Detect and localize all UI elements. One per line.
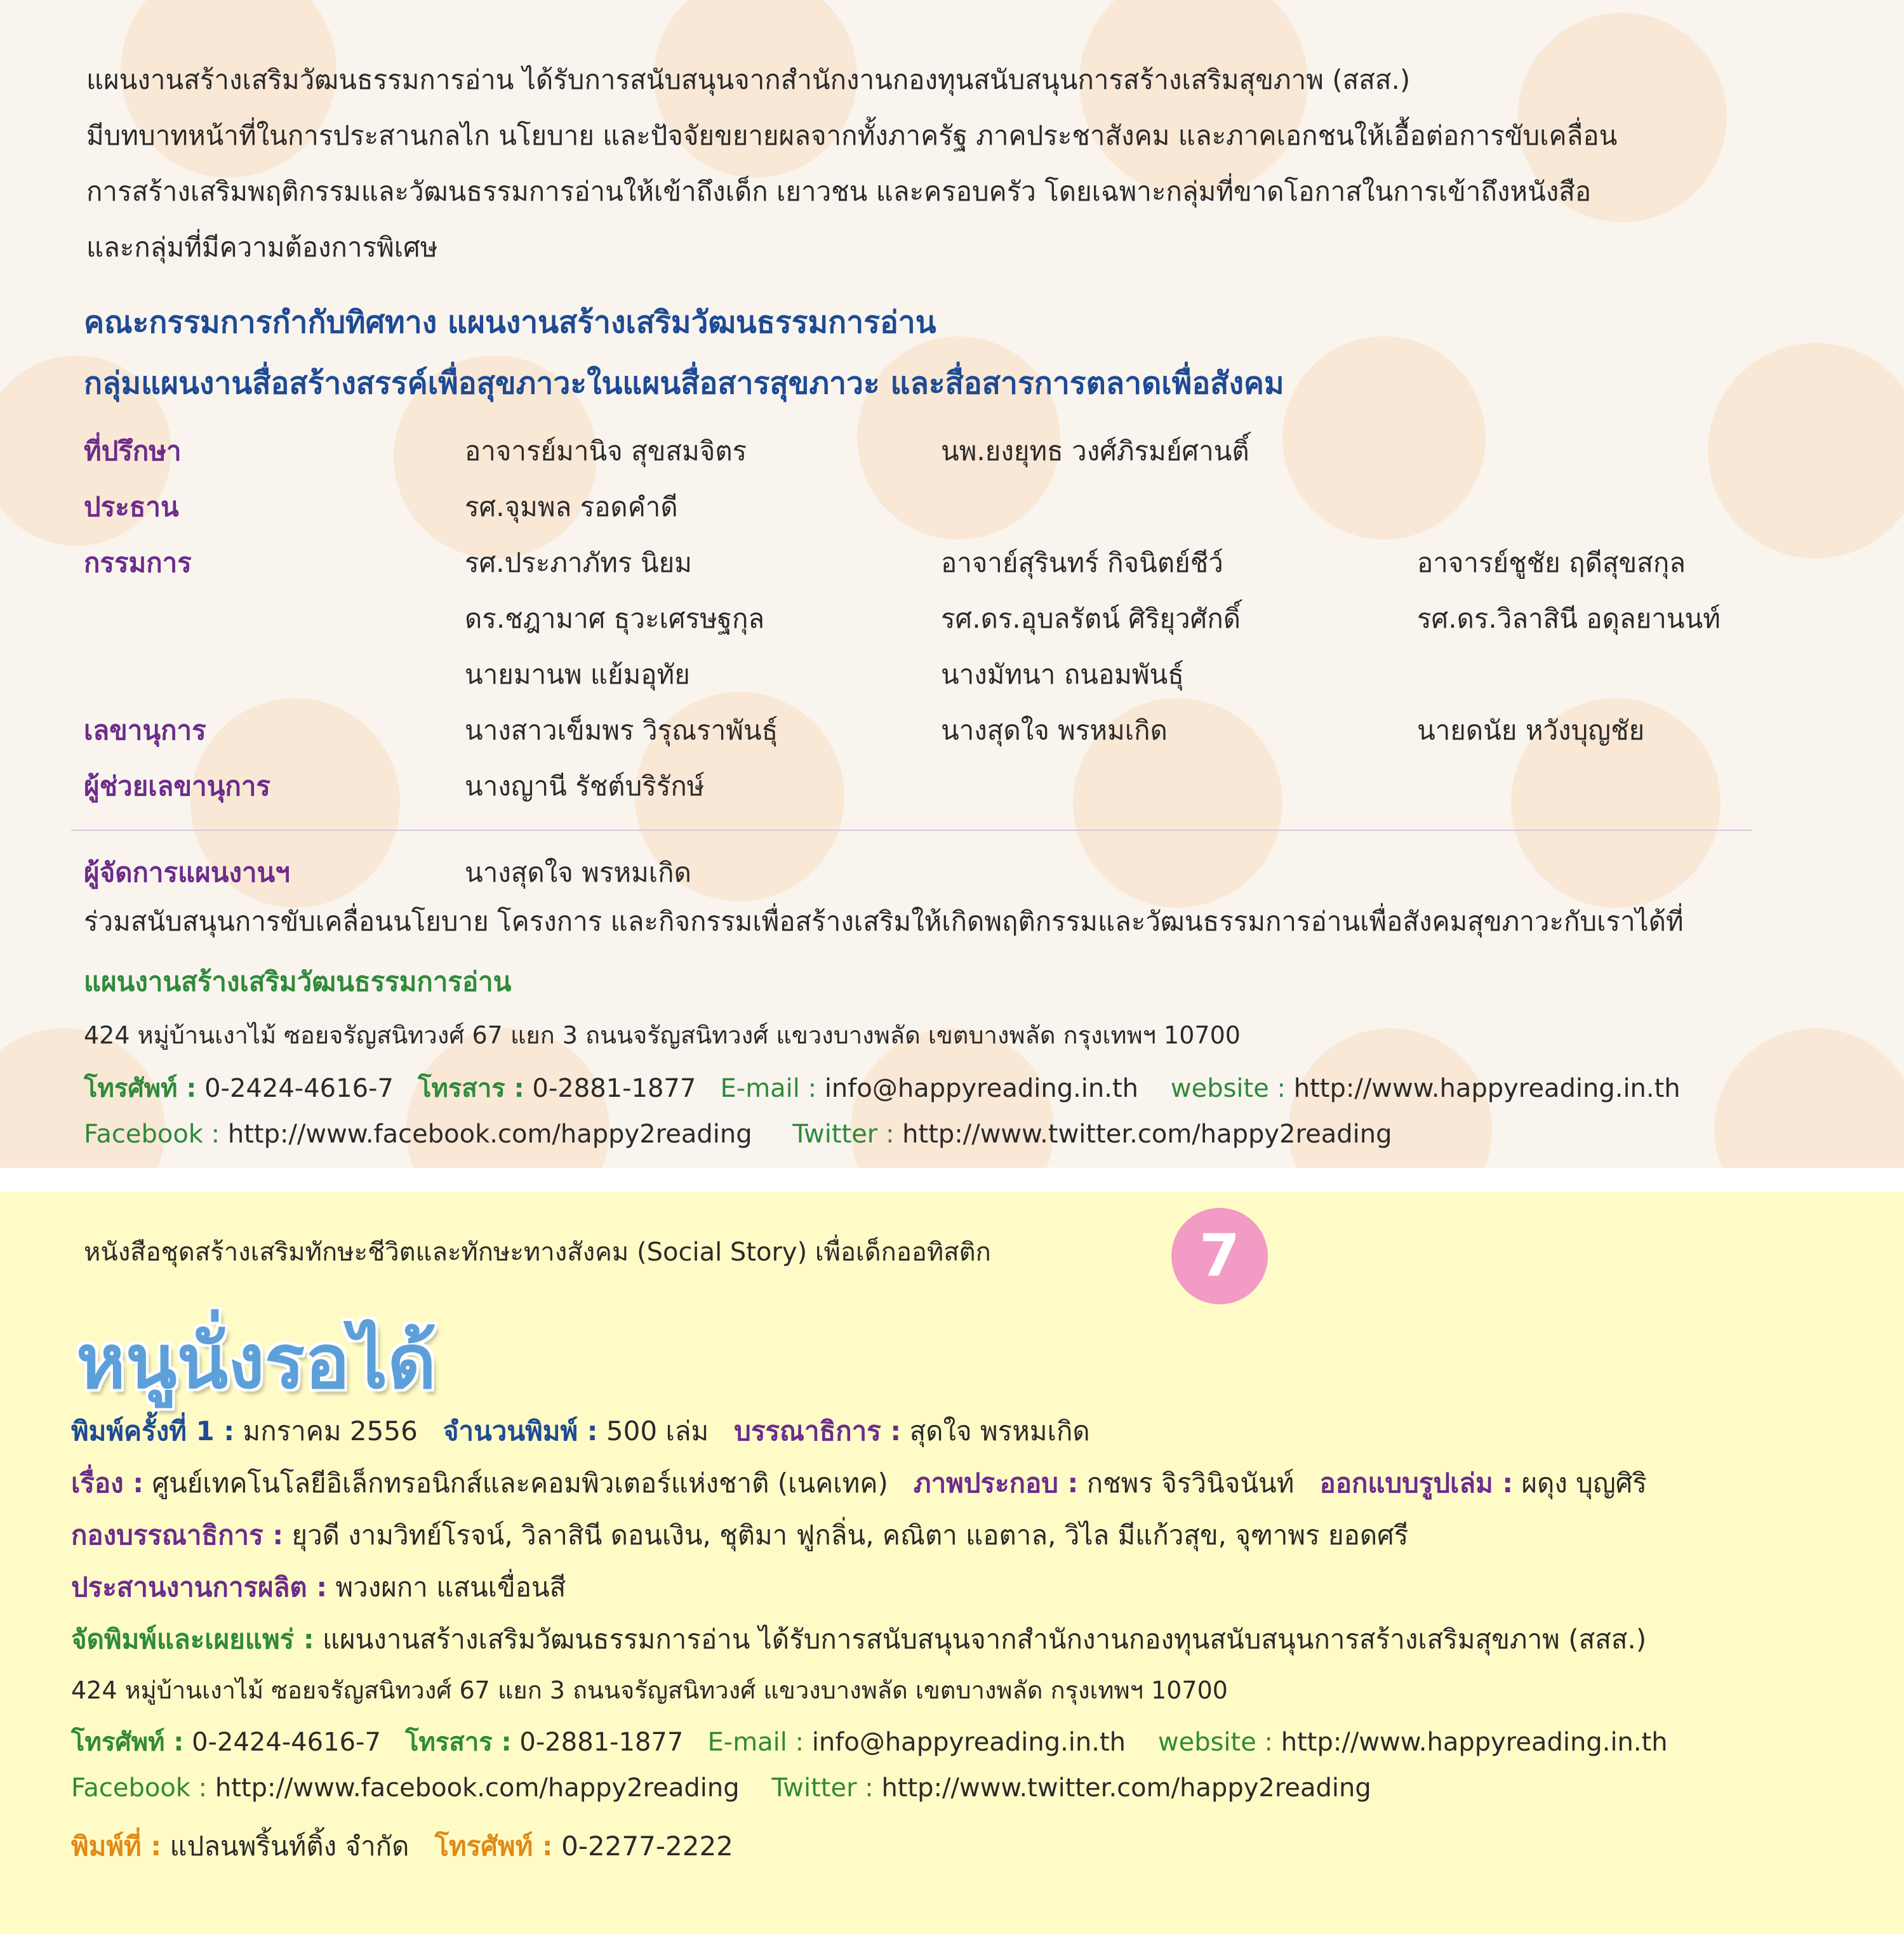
- website-label: website :: [1157, 1728, 1274, 1757]
- phone-label: โทรศัพท์ :: [71, 1728, 184, 1757]
- website-link[interactable]: http://www.happyreading.in.th: [1281, 1728, 1668, 1757]
- intro-line: มีบทบาทหน้าที่ในการประสานกลไก นโยบาย และปัจจัยขยายผลจากทั้งภาครัฐ ภาคประชาสังคม และภาคเอกชนให้เอื้อต่อการขับเคลื่อน: [86, 120, 1618, 151]
- coordination-value: พวงผกา แสนเขื่อนสี: [335, 1572, 566, 1603]
- fax-value: 0-2881-1877: [519, 1728, 684, 1757]
- facebook-label: Facebook :: [84, 1120, 220, 1149]
- illustration-value: กชพร จิรวินิจนันท์: [1086, 1467, 1295, 1499]
- member-name: อาจารย์ชูชัย ฤดีสุขสกุล: [1417, 547, 1686, 578]
- printer-phone-label: โทรศัพท์ :: [434, 1831, 553, 1862]
- support-text: ร่วมสนับสนุนการขับเคลื่อนนโยบาย โครงการ และกิจกรรมเพื่อสร้างเสริมให้เกิดพฤติกรรมและวัฒนธรรมการอ่านเพื่อสังคมสุขภาวะกับเราได้ที่: [84, 906, 1684, 937]
- printer-label: พิมพ์ที่ :: [71, 1831, 162, 1862]
- book-number-badge: 7: [1171, 1208, 1268, 1304]
- advisor-name: นพ.ยงยุทธ วงศ์ภิรมย์ศานติ์: [941, 435, 1249, 467]
- fax-label: โทรสาร :: [418, 1074, 524, 1103]
- facebook-link[interactable]: http://www.facebook.com/happy2reading: [227, 1120, 752, 1149]
- book-social-line: [71, 1773, 1371, 1803]
- member-name: รศ.ประภาภัทร นิยม: [465, 547, 692, 578]
- twitter-link[interactable]: http://www.twitter.com/happy2reading: [881, 1773, 1371, 1803]
- role-advisor: ที่ปรึกษา: [84, 435, 182, 467]
- role-members: กรรมการ: [84, 547, 192, 578]
- social-line: [84, 1120, 1392, 1149]
- phone-value: 0-2424-4616-7: [192, 1728, 381, 1757]
- edition-label: พิมพ์ครั้งที่ 1 :: [71, 1415, 235, 1447]
- copies-value: 500 เล่ม: [606, 1415, 709, 1447]
- phone-label: โทรศัพท์ :: [84, 1074, 197, 1103]
- intro-line: แผนงานสร้างเสริมวัฒนธรรมการอ่าน ได้รับการสนับสนุนจากสำนักงานกองทุนสนับสนุนการสร้างเสริมสุขภาพ (สสส.): [86, 64, 1411, 95]
- illustration-label: ภาพประกอบ :: [913, 1467, 1079, 1499]
- section-divider: [71, 830, 1752, 831]
- publisher-label: จัดพิมพ์และเผยแพร่ :: [71, 1624, 314, 1655]
- email-label: E-mail :: [707, 1728, 804, 1757]
- fax-value: 0-2881-1877: [532, 1074, 696, 1103]
- facebook-link[interactable]: http://www.facebook.com/happy2reading: [215, 1773, 740, 1803]
- facebook-label: Facebook :: [71, 1773, 208, 1803]
- twitter-label: Twitter :: [771, 1773, 874, 1803]
- member-name: รศ.ดร.อุบลรัตน์ ศิริยุวศักดิ์: [941, 603, 1241, 634]
- printer-phone-value: 0-2277-2222: [561, 1831, 733, 1862]
- decor-dot: [1714, 1028, 1904, 1168]
- chair-name: รศ.จุมพล รอดคำดี: [465, 491, 678, 522]
- decor-dot: [1282, 336, 1486, 540]
- email-link[interactable]: info@happyreading.in.th: [824, 1074, 1139, 1103]
- coordination-line: [71, 1566, 566, 1608]
- coordination-label: ประสานงานการผลิต :: [71, 1572, 328, 1603]
- secretary-name: นางสุดใจ พรหมเกิด: [941, 715, 1168, 746]
- credits-line: [71, 1462, 1647, 1504]
- twitter-label: Twitter :: [792, 1120, 895, 1149]
- design-value: ผดุง บุญศิริ: [1521, 1467, 1647, 1499]
- editor-label: บรรณาธิการ :: [734, 1415, 902, 1447]
- member-name: อาจาย์สุรินทร์ กิจนิตย์ชีว์: [941, 547, 1223, 578]
- contact-line: [84, 1068, 1681, 1108]
- design-label: ออกแบบรูปเล่ม :: [1319, 1467, 1514, 1499]
- committee-subheading: กลุ่มแผนงานสื่อสร้างสรรค์เพื่อสุขภาวะในแผนสื่อสารสุขภาวะ และสื่อสารการตลาดเพื่อสังคม: [84, 366, 1284, 401]
- secretary-name: นางสาวเข็มพร วิรุณราพันธุ์: [465, 715, 778, 746]
- edition-line: [71, 1410, 1090, 1452]
- assistant-name: นางญานี รัชต์บริรักษ์: [465, 771, 705, 802]
- member-name: นางมัทนา ถนอมพันธุ์: [941, 659, 1184, 690]
- role-chair: ประธาน: [84, 491, 179, 522]
- member-name: นายมานพ แย้มอุทัย: [465, 659, 690, 690]
- advisor-name: อาจารย์มานิจ สุขสมจิตร: [465, 435, 747, 467]
- email-label: E-mail :: [720, 1074, 817, 1103]
- website-link[interactable]: http://www.happyreading.in.th: [1293, 1074, 1681, 1103]
- publisher-value: แผนงานสร้างเสริมวัฒนธรรมการอ่าน ได้รับการสนับสนุนจากสำนักงานกองทุนสนับสนุนการสร้างเสริมสุขภาพ (สสส.): [322, 1624, 1647, 1655]
- role-secretary: เลขานุการ: [84, 715, 206, 746]
- board-label: กองบรรณาธิการ :: [71, 1520, 284, 1551]
- fax-label: โทรสาร :: [405, 1728, 512, 1757]
- member-name: ดร.ชฎามาศ ธุวะเศรษฐกุล: [465, 603, 765, 634]
- book-address: 424 หมู่บ้านเงาไม้ ซอยจรัญสนิทวงศ์ 67 แยก 3 ถนนจรัญสนิทวงศ์ แขวงบางพลัด เขตบางพลัด กรุงเทพฯ 10700: [71, 1676, 1228, 1704]
- printer-value: แปลนพริ้นท์ติ้ง จำกัด: [170, 1831, 409, 1862]
- story-label: เรื่อง :: [71, 1467, 144, 1499]
- board-value: ยุวดี งามวิทย์โรจน์, วิลาสินี ดอนเงิน, ชุติมา ฟูกลิ่น, คณิตา แอตาล, วิไล มีแก้วสุข, จุฑาพร ยอดศรี: [291, 1520, 1409, 1551]
- manager-name: นางสุดใจ พรหมเกิด: [465, 857, 691, 888]
- support-org: แผนงานสร้างเสริมวัฒนธรรมการอ่าน: [84, 966, 512, 997]
- committee-heading: คณะกรรมการกำกับทิศทาง แผนงานสร้างเสริมวัฒนธรรมการอ่าน: [84, 305, 936, 340]
- website-label: website :: [1170, 1074, 1286, 1103]
- book-series: หนังสือชุดสร้างเสริมทักษะชีวิตและทักษะทางสังคม (Social Story) เพื่อเด็กออทิสติก: [84, 1238, 991, 1267]
- copies-label: จำนวนพิมพ์ :: [443, 1415, 598, 1447]
- edition-value: มกราคม 2556: [243, 1415, 418, 1447]
- twitter-link[interactable]: http://www.twitter.com/happy2reading: [902, 1120, 1392, 1149]
- book-title: หนูนั่งรอได้: [76, 1318, 436, 1405]
- decor-dot: [1708, 343, 1904, 559]
- book-contact-line: [71, 1721, 1668, 1762]
- role-manager: ผู้จัดการแผนงานฯ: [84, 857, 290, 888]
- secretary-name: นายดนัย หวังบุญชัย: [1417, 715, 1645, 746]
- phone-value: 0-2424-4616-7: [204, 1074, 394, 1103]
- support-address: 424 หมู่บ้านเงาไม้ ซอยจรัญสนิทวงศ์ 67 แยก 3 ถนนจรัญสนิทวงศ์ แขวงบางพลัด เขตบางพลัด กรุงเทพฯ 10700: [84, 1021, 1241, 1049]
- intro-line: และกลุ่มที่มีความต้องการพิเศษ: [86, 232, 438, 263]
- story-value: ศูนย์เทคโนโลยีอิเล็กทรอนิกส์และคอมพิวเตอร์แห่งชาติ (เนคเทค): [152, 1467, 888, 1499]
- publisher-line: [71, 1619, 1646, 1660]
- intro-line: การสร้างเสริมพฤติกรรมและวัฒนธรรมการอ่านให้เข้าถึงเด็ก เยาวชน และครอบครัว โดยเฉพาะกลุ่มที่ขาดโอกาสในการเข้าถึงหนังสือ: [86, 176, 1592, 207]
- email-link[interactable]: info@happyreading.in.th: [811, 1728, 1126, 1757]
- member-name: รศ.ดร.วิลาสินี อดุลยานนท์: [1417, 603, 1721, 634]
- board-line: [71, 1514, 1408, 1556]
- role-assistant: ผู้ช่วยเลขานุการ: [84, 771, 270, 802]
- editor-value: สุดใจ พรหมเกิด: [909, 1415, 1090, 1447]
- printer-line: [71, 1825, 733, 1867]
